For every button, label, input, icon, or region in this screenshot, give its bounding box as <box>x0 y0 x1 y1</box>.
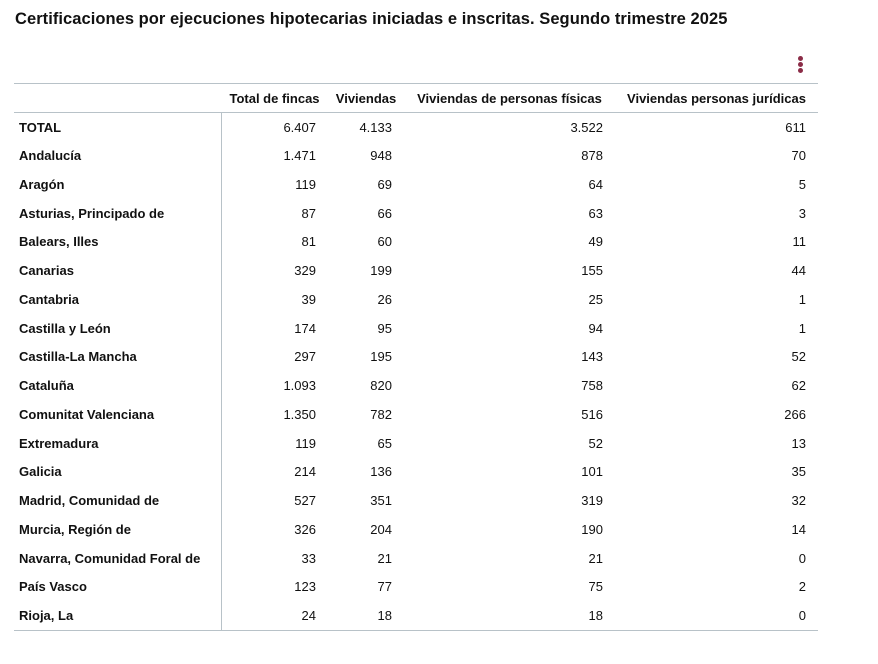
table-body <box>14 113 818 631</box>
table-cell: 1.350 <box>283 406 316 422</box>
table-cell: 0 <box>615 601 818 630</box>
table-cell: 95 <box>377 320 392 336</box>
table-cell: 174 <box>294 320 316 336</box>
table-cell: 136 <box>370 464 392 480</box>
table-cell: 4.133 <box>359 119 392 135</box>
column-header-personas-juridicas: Viviendas personas jurídicas <box>615 84 818 113</box>
row-label: Andalucía <box>14 141 221 170</box>
row-label: Aragón <box>14 170 221 199</box>
table-cell: 1.093 <box>283 378 316 394</box>
table-cell: 2 <box>798 579 806 595</box>
row-label: Rioja, La <box>14 601 221 630</box>
table-row <box>14 601 818 630</box>
table-cell: 25 <box>588 291 603 307</box>
table-cell: 195 <box>370 349 392 365</box>
row-label: Cantabria <box>14 285 221 314</box>
table-cell: 0 <box>798 550 806 566</box>
row-label: Comunitat Valenciana <box>14 400 221 429</box>
table-cell: 65 <box>377 435 392 451</box>
row-label: Murcia, Región de <box>14 515 221 544</box>
table-cell: 119 <box>295 435 316 451</box>
table-cell: 21 <box>588 550 603 566</box>
table-cell: 44 <box>791 263 806 279</box>
table-row <box>14 228 818 257</box>
table-row <box>14 515 818 544</box>
row-label: Castilla-La Mancha <box>14 343 221 372</box>
table-row <box>14 573 818 602</box>
table-cell: 3.522 <box>570 119 603 135</box>
table-row <box>14 343 818 372</box>
table-cell: 39 <box>301 291 316 307</box>
table-cell: 190 <box>581 521 603 537</box>
row-label: TOTAL <box>14 113 221 142</box>
table-row <box>14 544 818 573</box>
table-cell: 326 <box>294 521 316 537</box>
table-cell: 69 <box>377 176 392 192</box>
row-label: Balears, Illes <box>14 228 221 257</box>
row-label: Navarra, Comunidad Foral de <box>14 544 221 573</box>
table-cell: 52 <box>791 349 806 365</box>
table-row <box>14 371 818 400</box>
row-label: Extremadura <box>14 429 221 458</box>
table-cell: 49 <box>588 234 603 250</box>
column-header-viviendas: Viviendas <box>328 84 404 113</box>
table-row <box>14 458 818 487</box>
table-cell: 297 <box>294 349 316 365</box>
column-header-corner <box>14 84 221 113</box>
table-cell: 329 <box>294 263 316 279</box>
more-vertical-icon[interactable] <box>796 55 806 75</box>
row-label: País Vasco <box>14 573 221 602</box>
row-label: Asturias, Principado de <box>14 199 221 228</box>
table-row <box>14 486 818 515</box>
data-table <box>14 83 818 631</box>
row-label: Castilla y León <box>14 314 221 343</box>
page-title: Certificaciones por ejecuciones hipotecarias iniciadas e inscritas. Segundo trimestre 2025 <box>15 10 728 28</box>
table-cell: 155 <box>581 263 603 279</box>
table-cell: 18 <box>404 601 615 630</box>
table-row <box>14 429 818 458</box>
row-label: Cataluña <box>14 371 221 400</box>
table-cell: 199 <box>370 263 392 279</box>
table-cell: 5 <box>798 176 806 192</box>
table-row <box>14 400 818 429</box>
column-header-personas-fisicas: Viviendas de personas físicas <box>404 84 615 113</box>
table-cell: 527 <box>294 493 316 509</box>
table-cell: 63 <box>588 205 603 221</box>
table-cell: 351 <box>370 493 392 509</box>
table-cell: 87 <box>301 205 316 221</box>
table-cell: 52 <box>588 435 603 451</box>
table-cell: 75 <box>588 579 603 595</box>
table-cell: 70 <box>791 148 806 164</box>
table-row <box>14 199 818 228</box>
table-row <box>14 256 818 285</box>
table-cell: 119 <box>295 176 316 192</box>
table-cell: 32 <box>791 493 806 509</box>
table-row <box>14 170 818 199</box>
table-cell: 18 <box>328 601 404 630</box>
table-cell: 64 <box>588 176 603 192</box>
table-cell: 14 <box>791 521 806 537</box>
table-cell: 13 <box>791 435 806 451</box>
table-cell: 123 <box>294 579 316 595</box>
table-cell: 1 <box>798 320 806 336</box>
table-cell: 26 <box>377 291 392 307</box>
table-cell: 60 <box>377 234 392 250</box>
table-cell: 24 <box>221 601 328 630</box>
table-cell: 204 <box>370 521 392 537</box>
table-cell: 758 <box>581 378 603 394</box>
table-row <box>14 141 818 170</box>
table-cell: 11 <box>792 234 806 250</box>
menu-dot <box>798 56 803 61</box>
menu-dot <box>798 62 803 67</box>
table-cell: 21 <box>377 550 392 566</box>
table-cell: 35 <box>791 464 806 480</box>
table-cell: 3 <box>798 205 806 221</box>
table-row <box>14 285 818 314</box>
table-cell: 81 <box>301 234 316 250</box>
table-cell: 1 <box>798 291 806 307</box>
table-row <box>14 113 818 142</box>
table-cell: 33 <box>301 550 316 566</box>
column-header-total-fincas: Total de fincas <box>221 84 328 113</box>
table-row <box>14 314 818 343</box>
table-cell: 143 <box>581 349 603 365</box>
table-cell: 782 <box>370 406 392 422</box>
menu-dot <box>798 68 803 73</box>
table-cell: 948 <box>370 148 392 164</box>
table-cell: 66 <box>377 205 392 221</box>
table-cell: 1.471 <box>283 148 316 164</box>
table-cell: 101 <box>581 464 603 480</box>
table-cell: 878 <box>581 148 603 164</box>
table-cell: 820 <box>370 378 392 394</box>
table-cell: 77 <box>377 579 392 595</box>
row-label: Madrid, Comunidad de <box>14 486 221 515</box>
table-cell: 6.407 <box>283 119 316 135</box>
table-cell: 266 <box>784 406 806 422</box>
row-label: Galicia <box>14 458 221 487</box>
table-header-row <box>14 84 818 113</box>
table-cell: 516 <box>581 406 603 422</box>
table-cell: 319 <box>581 493 603 509</box>
table-cell: 611 <box>785 119 806 135</box>
table-cell: 94 <box>588 320 603 336</box>
table-cell: 62 <box>791 378 806 394</box>
row-label: Canarias <box>14 256 221 285</box>
table-cell: 214 <box>294 464 316 480</box>
